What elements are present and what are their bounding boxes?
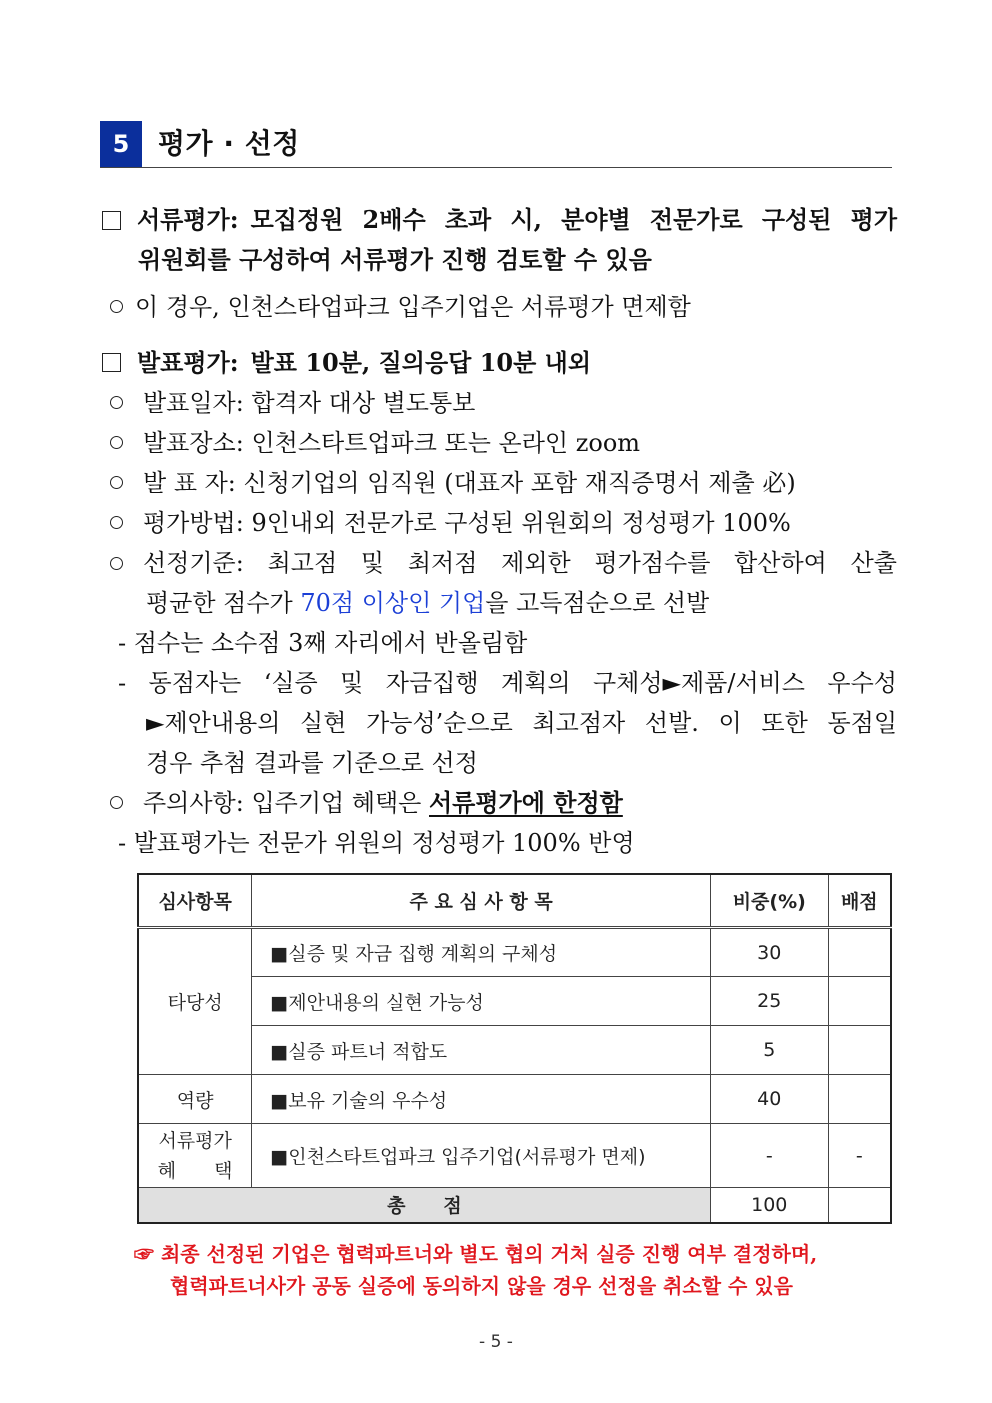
table-total-row: [138, 1188, 891, 1223]
criteria-threshold: 70점 이상인 기업: [300, 589, 486, 617]
rounding-rule: - 점수는 소수점 3째 자리에서 반올림함: [118, 629, 528, 657]
row-item: ■제안내용의 실현 가능성: [252, 977, 711, 1026]
row-weight: -: [710, 1124, 828, 1188]
row-score: [828, 1026, 891, 1075]
caution-emphasis: 서류평가에 한정함: [429, 788, 623, 817]
row-weight: 25: [710, 977, 828, 1026]
section-divider: [100, 167, 892, 168]
table-row: [138, 1124, 891, 1188]
presentation-label: 발표평가:: [137, 348, 239, 377]
row-score: [828, 1075, 891, 1124]
row-item: ■실증 및 자금 집행 계획의 구체성: [252, 928, 711, 977]
row-weight: 30: [710, 928, 828, 977]
presentation-place: 발표장소: 인천스타트업파크 또는 온라인 zoom: [143, 429, 641, 457]
row-score: [828, 928, 891, 977]
checkbox-icon: [102, 211, 121, 230]
row-weight: 5: [710, 1026, 828, 1075]
group-capability: 역량: [138, 1075, 252, 1124]
presentation-line: [102, 346, 591, 380]
header-weight: 비중(%): [710, 874, 828, 928]
bullet-circle-icon: [110, 300, 123, 313]
doc-review-sub-text: 이 경우, 인천스타업파크 입주기업은 서류평가 면제함: [135, 293, 691, 321]
doc-review-label: 서류평가:: [137, 205, 239, 234]
presentation-date: 발표일자: 합격자 대상 별도통보: [143, 389, 476, 417]
presentation-place-line: [110, 426, 640, 460]
presentation-date-line: [110, 386, 475, 420]
row-score: [828, 977, 891, 1026]
row-score: -: [828, 1124, 891, 1188]
table-header-row: [138, 874, 891, 928]
total-label: 총 점: [138, 1188, 710, 1223]
header-category: 심사항목: [138, 874, 252, 928]
criteria-text-post: 을 고득점순으로 선발: [485, 589, 710, 617]
checkbox-icon: [102, 353, 121, 372]
evaluation-table: [137, 873, 892, 1224]
section-number: 5: [100, 121, 142, 167]
table-row: [138, 1026, 891, 1075]
bullet-circle-icon: [110, 436, 123, 449]
presentation-text: 발표 10분, 질의응답 10분 내외: [250, 348, 592, 377]
criteria-text-pre: 평균한 점수가: [146, 589, 301, 617]
final-note-line-2: 협력파트너사가 공동 실증에 동의하지 않을 경우 선정을 취소할 수 있음: [170, 1274, 793, 1298]
tie-rule-1: - 동점자는 ‘실증 및 자금집행 계획의 구체성►제품/서비스 우수성: [118, 669, 897, 697]
bullet-circle-icon: [110, 396, 123, 409]
table-row: [138, 928, 891, 977]
row-weight: 40: [710, 1075, 828, 1124]
presentation-method-line: [110, 506, 791, 540]
bullet-circle-icon: [110, 796, 123, 809]
header-items: 주 요 심 사 항 목: [252, 874, 711, 928]
presentation-criteria-line-2: [146, 586, 709, 620]
row-item: ■인천스타트업파크 입주기업(서류평가 면제): [252, 1124, 711, 1188]
table-row: [138, 977, 891, 1026]
reflect-rule: - 발표평가는 전문가 위원의 정성평가 100% 반영: [118, 829, 635, 857]
group-benefit: [138, 1124, 252, 1188]
presentation-method: 평가방법: 9인내외 전문가로 구성된 위원회의 정성평가 100%: [143, 509, 791, 537]
row-item: ■보유 기술의 우수성: [252, 1075, 711, 1124]
total-weight: 100: [710, 1188, 828, 1223]
doc-review-text-2: 위원회를 구성하여 서류평가 진행 검토할 수 있음: [138, 245, 652, 274]
group-benefit-line-1: 서류평가: [158, 1129, 232, 1152]
total-score: [828, 1188, 891, 1223]
bullet-circle-icon: [110, 516, 123, 529]
group-benefit-line-2: 혜 택: [157, 1159, 233, 1182]
doc-review-text-1: 모집정원 2배수 초과 시, 분야별 전문가로 구성된 평가: [250, 205, 897, 234]
doc-review-line-1: [102, 203, 897, 237]
tie-rule-2: ►제안내용의 실현 가능성’순으로 최고점자 선발. 이 또한 동점일: [146, 709, 897, 737]
tie-rule-3: 경우 추첨 결과를 기준으로 선정: [146, 749, 478, 777]
caution-text: 주의사항: 입주기업 혜택은: [143, 789, 429, 817]
group-validity: 타당성: [138, 928, 252, 1075]
row-item: ■실증 파트너 적합도: [252, 1026, 711, 1075]
header-score: 배점: [828, 874, 891, 928]
table-row: [138, 1075, 891, 1124]
bullet-circle-icon: [110, 557, 123, 570]
doc-review-sub-line: [110, 290, 691, 324]
final-note-line-1: ☞ 최종 선정된 기업은 협력파트너와 별도 협의 거처 실증 진행 여부 결정하며,: [134, 1242, 818, 1266]
presentation-presenter: 발 표 자: 신청기업의 임직원 (대표자 포함 재직증명서 제출 必): [143, 469, 796, 497]
presentation-presenter-line: [110, 466, 796, 500]
section-title: 평가 · 선정: [158, 127, 300, 160]
page-number: - 5 -: [479, 1332, 513, 1352]
presentation-criteria-1: 선정기준: 최고점 및 최저점 제외한 평가점수를 합산하여 산출: [143, 549, 897, 577]
presentation-criteria-line-1: [110, 546, 897, 580]
bullet-circle-icon: [110, 476, 123, 489]
caution-line: [110, 786, 623, 820]
